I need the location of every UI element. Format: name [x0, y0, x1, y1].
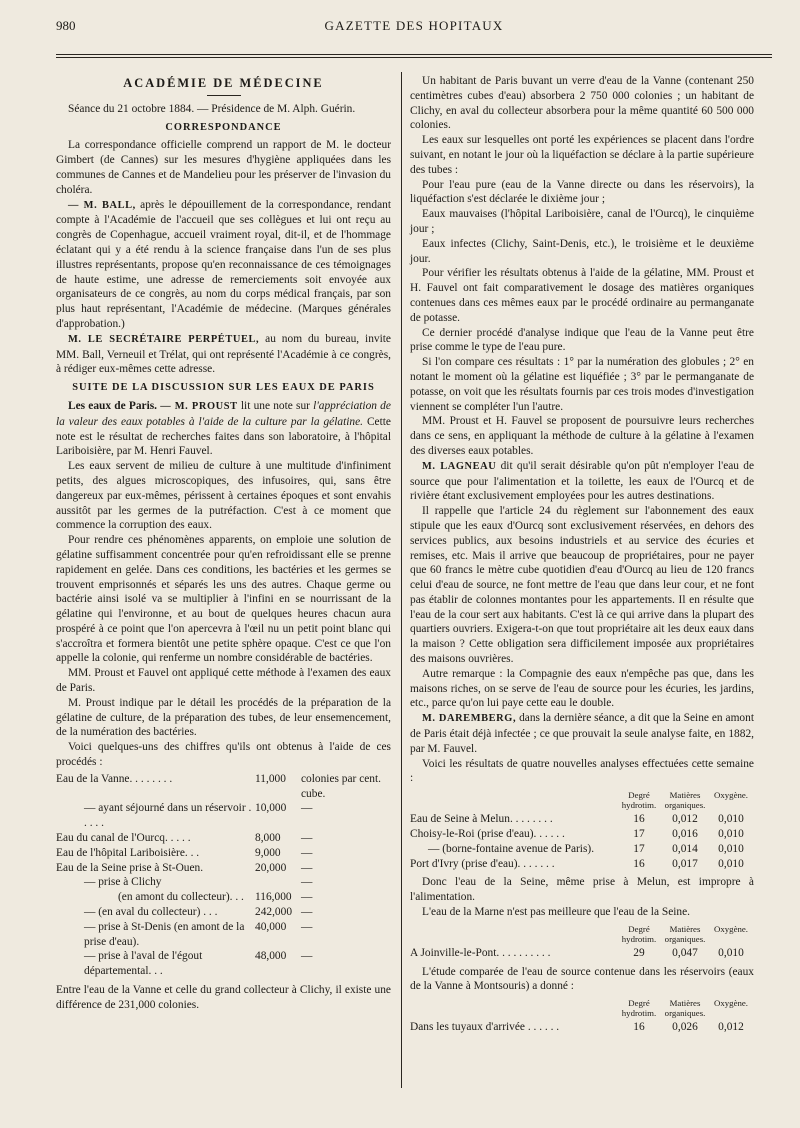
- paragraph: La correspondance officielle comprend un rapport de M. le docteur Gimbert (de Cannes) sur les mesures d'hygiène appliquées dans les communes de Cannes et de Mandelieu pour les préserver de l'invasion du choléra.: [56, 139, 391, 196]
- header-organic: Matières organiques.: [664, 790, 706, 811]
- paragraph: Voici les résultats de quatre nouvelles analyses effectuées cette semaine :: [410, 757, 754, 785]
- table-row: Choisy-le-Roi (prise d'eau). . . . . . 17 0,016 0,010: [410, 828, 744, 841]
- paragraph: M. LE SECRÉTAIRE PERPÉTUEL, au nom du bureau, invite MM. Ball, Verneuil et Trélat, qui ont représenté l'Académie à ce congrès, à rédiger eux-mêmes cette adresse.: [56, 332, 391, 376]
- correspondance-heading: CORRESPONDANCE: [165, 121, 282, 133]
- table-row: — ayant séjourné dans un réservoir . . . . . 10,000 —: [84, 802, 313, 830]
- paragraph: M. DAREMBERG, dans la dernière séance, a dit que la Seine en amont de Paris était déjà infectée ; ce que prouvait la seule analyse faite, en 1882, par M. Fauvel.: [410, 712, 754, 755]
- paragraph: Donc l'eau de la Seine, même prise à Melun, est impropre à l'alimentation.: [410, 876, 754, 904]
- column-divider: [401, 72, 402, 1088]
- table-row: — prise à St-Denis (en amont de la prise d'eau). 40,000 —: [84, 920, 313, 948]
- paragraph: Les eaux servent de milieu de culture à une multitude d'infiniment petits, des algues microscopiques, des infusoires, qui, sans être dangereux par eux-mêmes, périssent à certaines époques et sont envahis aussitôt par les germes de la putréfaction. C'est à ce moment que commence la corruption des eaux.: [56, 460, 391, 532]
- paragraph: Eaux infectes (Clichy, Saint-Denis, etc.), le troisième et le deuxième jour.: [410, 237, 754, 265]
- paragraph: Pour l'eau pure (eau de la Vanne directe ou dans les réservoirs), la liquéfaction s'est déclarée le dixième jour ;: [410, 178, 754, 206]
- paragraph: Ce dernier procédé d'analyse indique que l'eau de la Vanne peut être prise comme le type de l'eau pure.: [410, 326, 754, 354]
- page-number: 980: [56, 18, 76, 33]
- paragraph: Les eaux sur lesquelles ont porté les expériences se placent dans l'ordre suivant, en notant le jour où la liquéfaction se déclare à la partie supérieure des tubes :: [410, 134, 754, 176]
- speaker-name: M. LAGNEAU: [422, 460, 497, 472]
- analysis-header: [410, 790, 754, 810]
- paragraph: Un habitant de Paris buvant un verre d'eau de la Vanne (contenant 250 centimètres cubes d'eau) absorbera 2 750 000 colonies ; un habitant de Clichy, en aval du collecteur absorbera pour la même quantité 60 500 000 colonies.: [410, 75, 754, 132]
- table-row: (en amont du collecteur). . . 116,000 —: [118, 891, 313, 904]
- journal-title: GAZETTE DES HOPITAUX: [324, 18, 504, 33]
- paragraph: MM. Proust et Fauvel ont appliqué cette méthode à l'examen des eaux de Paris.: [56, 667, 391, 695]
- session-line: Séance du 21 octobre 1884. — Présidence de M. Alph. Guérin.: [68, 102, 356, 115]
- table-row: Eau de Seine à Melun. . . . . . . . 16 0,012 0,010: [410, 813, 744, 826]
- vanne-table: [410, 1020, 754, 1035]
- paragraph: Pour vérifier les résultats obtenus à l'aide de la gélatine, MM. Proust et H. Fauvel ont fait comparativement le dosage des matières organiques contenues dans ces mêmes eaux par le procédé ordinaire au permanganate de potasse.: [410, 267, 754, 324]
- colonies-table: [56, 772, 391, 979]
- table-row: Port d'Ivry (prise d'eau). . . . . . . 16 0,017 0,010: [410, 857, 744, 870]
- paragraph: — M. BALL, après le dépouillement de la correspondance, rendant compte à l'Académie de l'accueil que ses collègues et lui ont reçu au congrès de Copenhague, accueil vraiment royal, dit-il, et de l'hommage éclatant qui y a été rendu à la science française dans l'un de ses plus illustres représentants, propose qu'en reconnaissance de ces témoignages de haute estime, une adresse de remerciements soit envoyée aux organisateurs de ce congrès, au nom du corps médical français, par son plus haut représentant, l'Académie de médecine. (Marques générales d'approbation.): [56, 198, 391, 330]
- paragraph: Entre l'eau de la Vanne et celle du grand collecteur à Clichy, il existe une différence de 231,000 colonies.: [56, 984, 391, 1011]
- table-row: A Joinville-le-Pont. . . . . . . . . . 29 0,047 0,010: [410, 946, 744, 959]
- right-column: [410, 74, 754, 1039]
- subheading-lead: Les eaux de Paris.: [68, 399, 158, 412]
- header-hydrotim: Degré hydrotim.: [621, 790, 657, 811]
- paragraph: M. LAGNEAU dit qu'il serait désirable qu'on pût n'employer l'eau de source que pour l'alimentation et la toilette, les eaux de l'Ourcq et de rivière étant exclusivement employées pour les autres destinations.: [410, 459, 754, 503]
- discussion-heading: SUITE DE LA DISCUSSION SUR LES EAUX DE PARIS: [72, 382, 375, 394]
- paragraph: Voici quelques-uns des chiffres qu'ils ont obtenus à l'aide de ces procédés :: [56, 741, 391, 769]
- seine-table: [410, 812, 754, 871]
- paragraph: Les eaux de Paris. — M. PROUST lit une note sur l'appréciation de la valeur des eaux potables à l'aide de la culture par la gélatine. Cette note est le résultat de recherches faites dans son laboratoire, à l'hôpital Lariboisière, par M. Henri Fauvel.: [56, 399, 391, 458]
- table-row: Eau de la Seine prise à St-Ouen. 20,000 —: [56, 861, 313, 874]
- speaker-name: M. DAREMBERG,: [422, 713, 517, 725]
- note-title: l'appréciation de la valeur des eaux potables à l'aide de la culture par la gélatine.: [56, 399, 391, 428]
- paragraph: Pour rendre ces phénomènes apparents, on emploie une solution de gélatine suffisamment concentrée pour qu'en refroidissant elle se prenne rapidement en gelée. Dans ces conditions, les bactéries et les germes se trouvent emprisonnés et séparés les uns des autres. Chaque germe ou bactérie ainsi isolé va se multiplier à l'infini en se nourrissant de la gélatine qui l'environne, et au bout de quelques heures chacun aura prospéré à ce point que l'on apercevra à l'œil nu un petit point blanc qui s'accroîtra et formera bientôt une petite sphère opaque. C'est ce que l'on appelle la colonie, qui renferme un nombre considérable de bactéries.: [56, 534, 391, 665]
- analysis-header: Degré hydrotim. Matières organiques. Oxygène.: [621, 998, 748, 1019]
- paragraph: M. Proust indique par le détail les procédés de la préparation de la gélatine de culture, de la préparation des tubes, de leur ensemencement, de la numération des bactéries.: [56, 696, 391, 739]
- header-rule-bottom: [56, 57, 772, 58]
- header-rule-top: [56, 54, 772, 55]
- table-row: — prise à Clichy —: [84, 876, 313, 889]
- analysis-header: Degré hydrotim. Matières organiques. Oxygène.: [621, 923, 748, 944]
- paragraph: L'étude comparée de l'eau de source contenue dans les réservoirs (eaux de la Vanne à Montsouris) a donné :: [410, 965, 754, 993]
- table-row: — (en aval du collecteur) . . . 242,000 —: [84, 906, 313, 919]
- title-rule: [207, 95, 241, 96]
- paragraph: L'eau de la Marne n'est pas meilleure que l'eau de la Seine.: [422, 906, 691, 919]
- paragraph: MM. Proust et H. Fauvel se proposent de poursuivre leurs recherches dans ce sens, en appliquant la méthode de culture à la gélatine à l'examen des diverses eaux potables.: [410, 415, 754, 457]
- paragraph: Eaux mauvaises (l'hôpital Lariboisière, canal de l'Ourcq), le cinquième jour ;: [410, 208, 754, 235]
- paragraph: Si l'on compare ces résultats : 1° par la numération des globules ; 2° en notant le moment où la gélatine est liquéfiée ; 3° par le permanganate de potasse, on voit que les résultats fournis par ces trois modes d'investigation viennent se compléter l'un l'autre.: [410, 356, 754, 413]
- running-header: [56, 18, 772, 40]
- left-column: [56, 74, 391, 1013]
- section-title: ACADÉMIE DE MÉDECINE: [123, 76, 324, 90]
- table-row: Eau de l'hôpital Lariboisière. . . 9,000 —: [56, 846, 313, 859]
- speaker-name: M. LE SECRÉTAIRE PERPÉTUEL,: [68, 333, 260, 345]
- marne-table: [410, 946, 754, 961]
- table-row: Eau du canal de l'Ourcq. . . . . 8,000 —: [56, 832, 313, 845]
- table-row: Eau de la Vanne. . . . . . . . 11,000 colonies par cent. cube.: [56, 772, 382, 800]
- paragraph: Il rappelle que l'article 24 du règlement sur l'abonnement des eaux stipule que les eaux d'Ourcq sont exclusivement réservées, en dehors des services publics, aux besoins industriels et au service des écuries et remises, etc. Mais il arrive que beaucoup de propriétaires, pour ne payer que 60 francs le mètre cube quotidien d'eau d'Ourcq au lieu de 120 francs celui d'eau de source, ne font mettre de l'eau que dans leur cour, et ne font pas établir de colonnes montantes pour les appartements. Il en résulte que l'eau de la cour sert aux habitants. C'est là ce qui arrive dans la plupart des quartiers ouvriers. Exigera-t-on que tout propriétaire ait les deux eaux dans la maison ? Cette obligation sera difficilement imposée aux propriétaires des maisons ouvrières.: [410, 505, 754, 666]
- header-oxygen: Oxygène.: [714, 790, 748, 801]
- table-row: Dans les tuyaux d'arrivée . . . . . . 16 0,026 0,012: [410, 1021, 744, 1034]
- speaker-name: — M. PROUST: [160, 400, 238, 412]
- table-row: — (borne-fontaine avenue de Paris). 17 0,014 0,010: [428, 842, 744, 855]
- speaker-name: — M. BALL,: [68, 199, 136, 211]
- table-row: — prise à l'aval de l'égout départemental. . . 48,000 —: [84, 950, 313, 978]
- paragraph: Autre remarque : la Compagnie des eaux n'empêche pas que, dans les maisons riches, on se serve de l'eau de source pour les écuries, les jardins, etc., parce qu'on lui paye cette eau le double.: [410, 667, 754, 710]
